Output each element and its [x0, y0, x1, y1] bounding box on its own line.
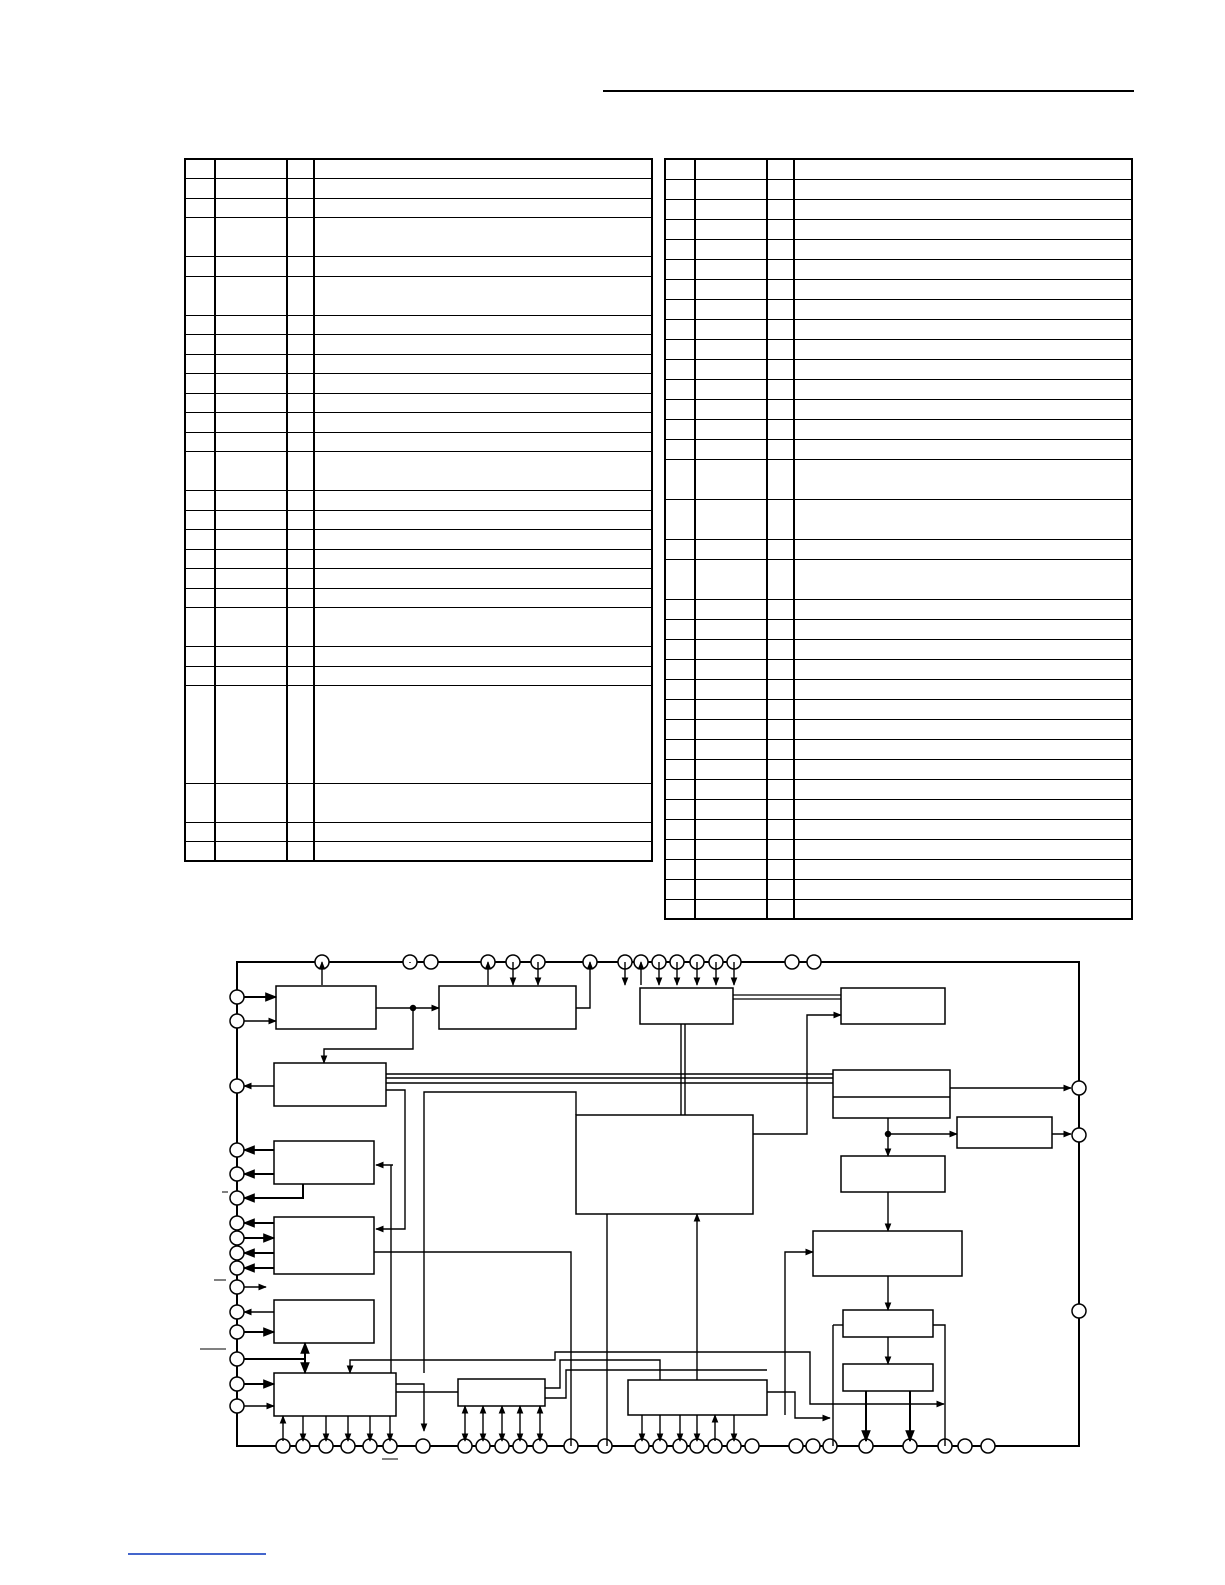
- pin-circle: [785, 955, 799, 969]
- pin-circle: [495, 1439, 509, 1453]
- pin-circle: [230, 1216, 244, 1230]
- pin-circle: [533, 1439, 547, 1453]
- function-block: [274, 1063, 386, 1106]
- pin-circle: [789, 1439, 803, 1453]
- pin-circle: [859, 1439, 873, 1453]
- pin-circle: [476, 1439, 490, 1453]
- function-block: [276, 986, 376, 1029]
- function-block: [640, 988, 733, 1024]
- pin-circle: [727, 1439, 741, 1453]
- pin-circle: [806, 1439, 820, 1453]
- pin-circle: [230, 1167, 244, 1181]
- signal-line: [396, 1384, 424, 1431]
- pin-circle: [458, 1439, 472, 1453]
- pin-circle: [230, 1377, 244, 1391]
- function-block: [841, 988, 945, 1024]
- function-block: [841, 1156, 945, 1192]
- pin-circle: [1072, 1304, 1086, 1318]
- signal-line: [785, 1252, 813, 1415]
- pin-circle: [230, 1143, 244, 1157]
- signal-line: [244, 1184, 303, 1198]
- footer-link[interactable]: [128, 1553, 266, 1555]
- pin-circle: [383, 1439, 397, 1453]
- function-block: [274, 1300, 374, 1343]
- pin-circle: [363, 1439, 377, 1453]
- function-block: [628, 1380, 767, 1415]
- function-block: [274, 1141, 374, 1184]
- pin-circle: [424, 955, 438, 969]
- pin-circle: [276, 1439, 290, 1453]
- pin-circle: [690, 1439, 704, 1453]
- pin-circle: [513, 1439, 527, 1453]
- pin-circle: [230, 1325, 244, 1339]
- signal-line: [350, 1360, 545, 1373]
- pin-circle: [981, 1439, 995, 1453]
- pin-circle: [230, 1305, 244, 1319]
- pin-circle: [319, 1439, 333, 1453]
- pin-circle: [230, 990, 244, 1004]
- pin-circle: [230, 1399, 244, 1413]
- pin-circle: [598, 1439, 612, 1453]
- pin-circle: [230, 1191, 244, 1205]
- signal-line: [374, 1252, 571, 1446]
- pin-circle: [903, 1439, 917, 1453]
- function-block: [843, 1364, 933, 1391]
- pin-circle: [296, 1439, 310, 1453]
- function-block: [274, 1373, 396, 1416]
- function-block: [439, 986, 576, 1029]
- signal-line: [767, 1392, 830, 1418]
- pin-circle: [1072, 1081, 1086, 1095]
- function-block: [813, 1231, 962, 1276]
- pin-circle: [230, 1014, 244, 1028]
- function-block: [274, 1217, 374, 1274]
- pin-circle: [230, 1280, 244, 1294]
- pin-circle: [230, 1231, 244, 1245]
- pin-circle: [230, 1261, 244, 1275]
- function-block: [957, 1117, 1052, 1148]
- pin-circle: [745, 1439, 759, 1453]
- pin-circle: [807, 955, 821, 969]
- pin-circle: [635, 1439, 649, 1453]
- pin-circle: [673, 1439, 687, 1453]
- signal-line: [424, 1092, 576, 1373]
- pin-circle: [708, 1439, 722, 1453]
- pin-circle: [653, 1439, 667, 1453]
- pin-circle: [230, 1352, 244, 1366]
- function-block: [833, 1070, 950, 1118]
- pin-circle: [958, 1439, 972, 1453]
- pin-circle: [416, 1439, 430, 1453]
- pin-circle: [230, 1079, 244, 1093]
- pin-circle: [341, 1439, 355, 1453]
- function-block: [843, 1310, 933, 1337]
- pin-circle: [823, 1439, 837, 1453]
- function-block: [576, 1115, 753, 1214]
- signal-line: [933, 1325, 945, 1446]
- pin-circle: [1072, 1128, 1086, 1142]
- pin-circle: [230, 1246, 244, 1260]
- function-block: [458, 1379, 545, 1406]
